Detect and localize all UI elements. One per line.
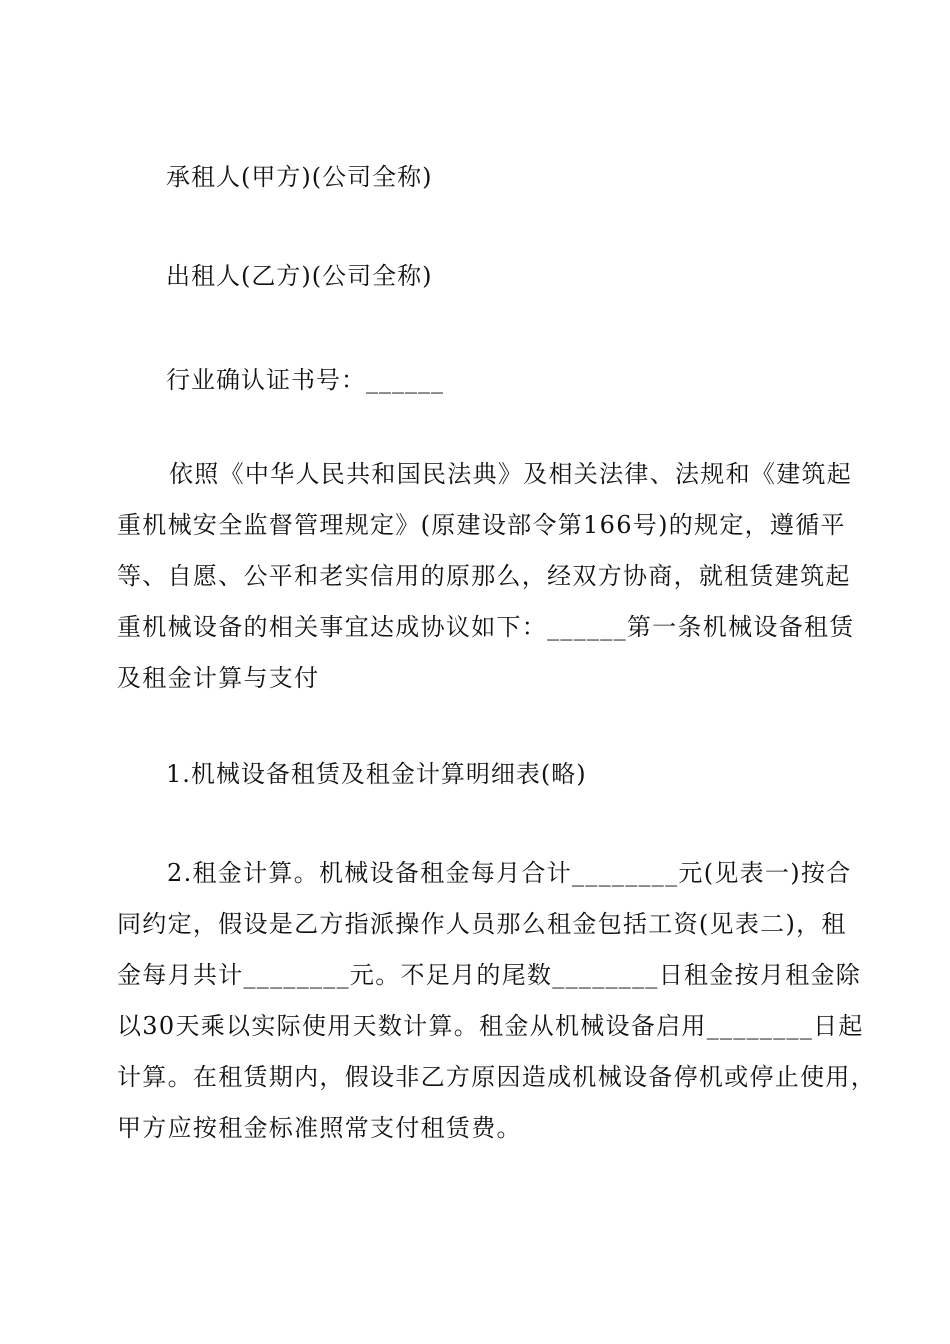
preamble-line-4: 重机械设备的相关事宜达成协议如下：______第一条机械设备租赁 [117,613,855,641]
item-2-line-2: 同约定，假设是乙方指派操作人员那么租金包括工资(见表二)，租 [117,910,847,938]
preamble-line-3: 等、自愿、公平和老实信用的原那么，经双方协商，就租赁建筑起 [117,562,851,590]
item-2-line-3: 金每月共计________元。不足月的尾数________日租金按月租金除 [117,961,862,989]
item-2-line-5: 计算。在租赁期内，假设非乙方原因造成机械设备停机或停止使用， [117,1063,876,1091]
preamble-line-5: 及租金计算与支付 [117,664,320,692]
certificate-number-line: 行业确认证书号：______ [166,366,444,394]
lessor-line: 出租人(乙方)(公司全称) [166,262,433,290]
preamble-line-2: 重机械安全监督管理规定》(原建设部令第166号)的规定，遵循平 [117,511,846,539]
lessee-line: 承租人(甲方)(公司全称) [166,163,433,191]
item-1-line: 1.机械设备租赁及租金计算明细表(略) [166,760,587,788]
item-2-line-4: 以30天乘以实际使用天数计算。租金从机械设备启用________日起 [117,1012,864,1040]
item-2-line-6: 甲方应按租金标准照常支付租赁费。 [117,1114,522,1142]
item-2-paragraph [117,848,876,1154]
preamble-line-1: 依照《中华人民共和国民法典》及相关法律、法规和《建筑起 [169,460,853,488]
preamble-paragraph [117,449,855,704]
item-2-line-1: 2.租金计算。机械设备租金每月合计________元(见表一)按合 [167,859,852,887]
